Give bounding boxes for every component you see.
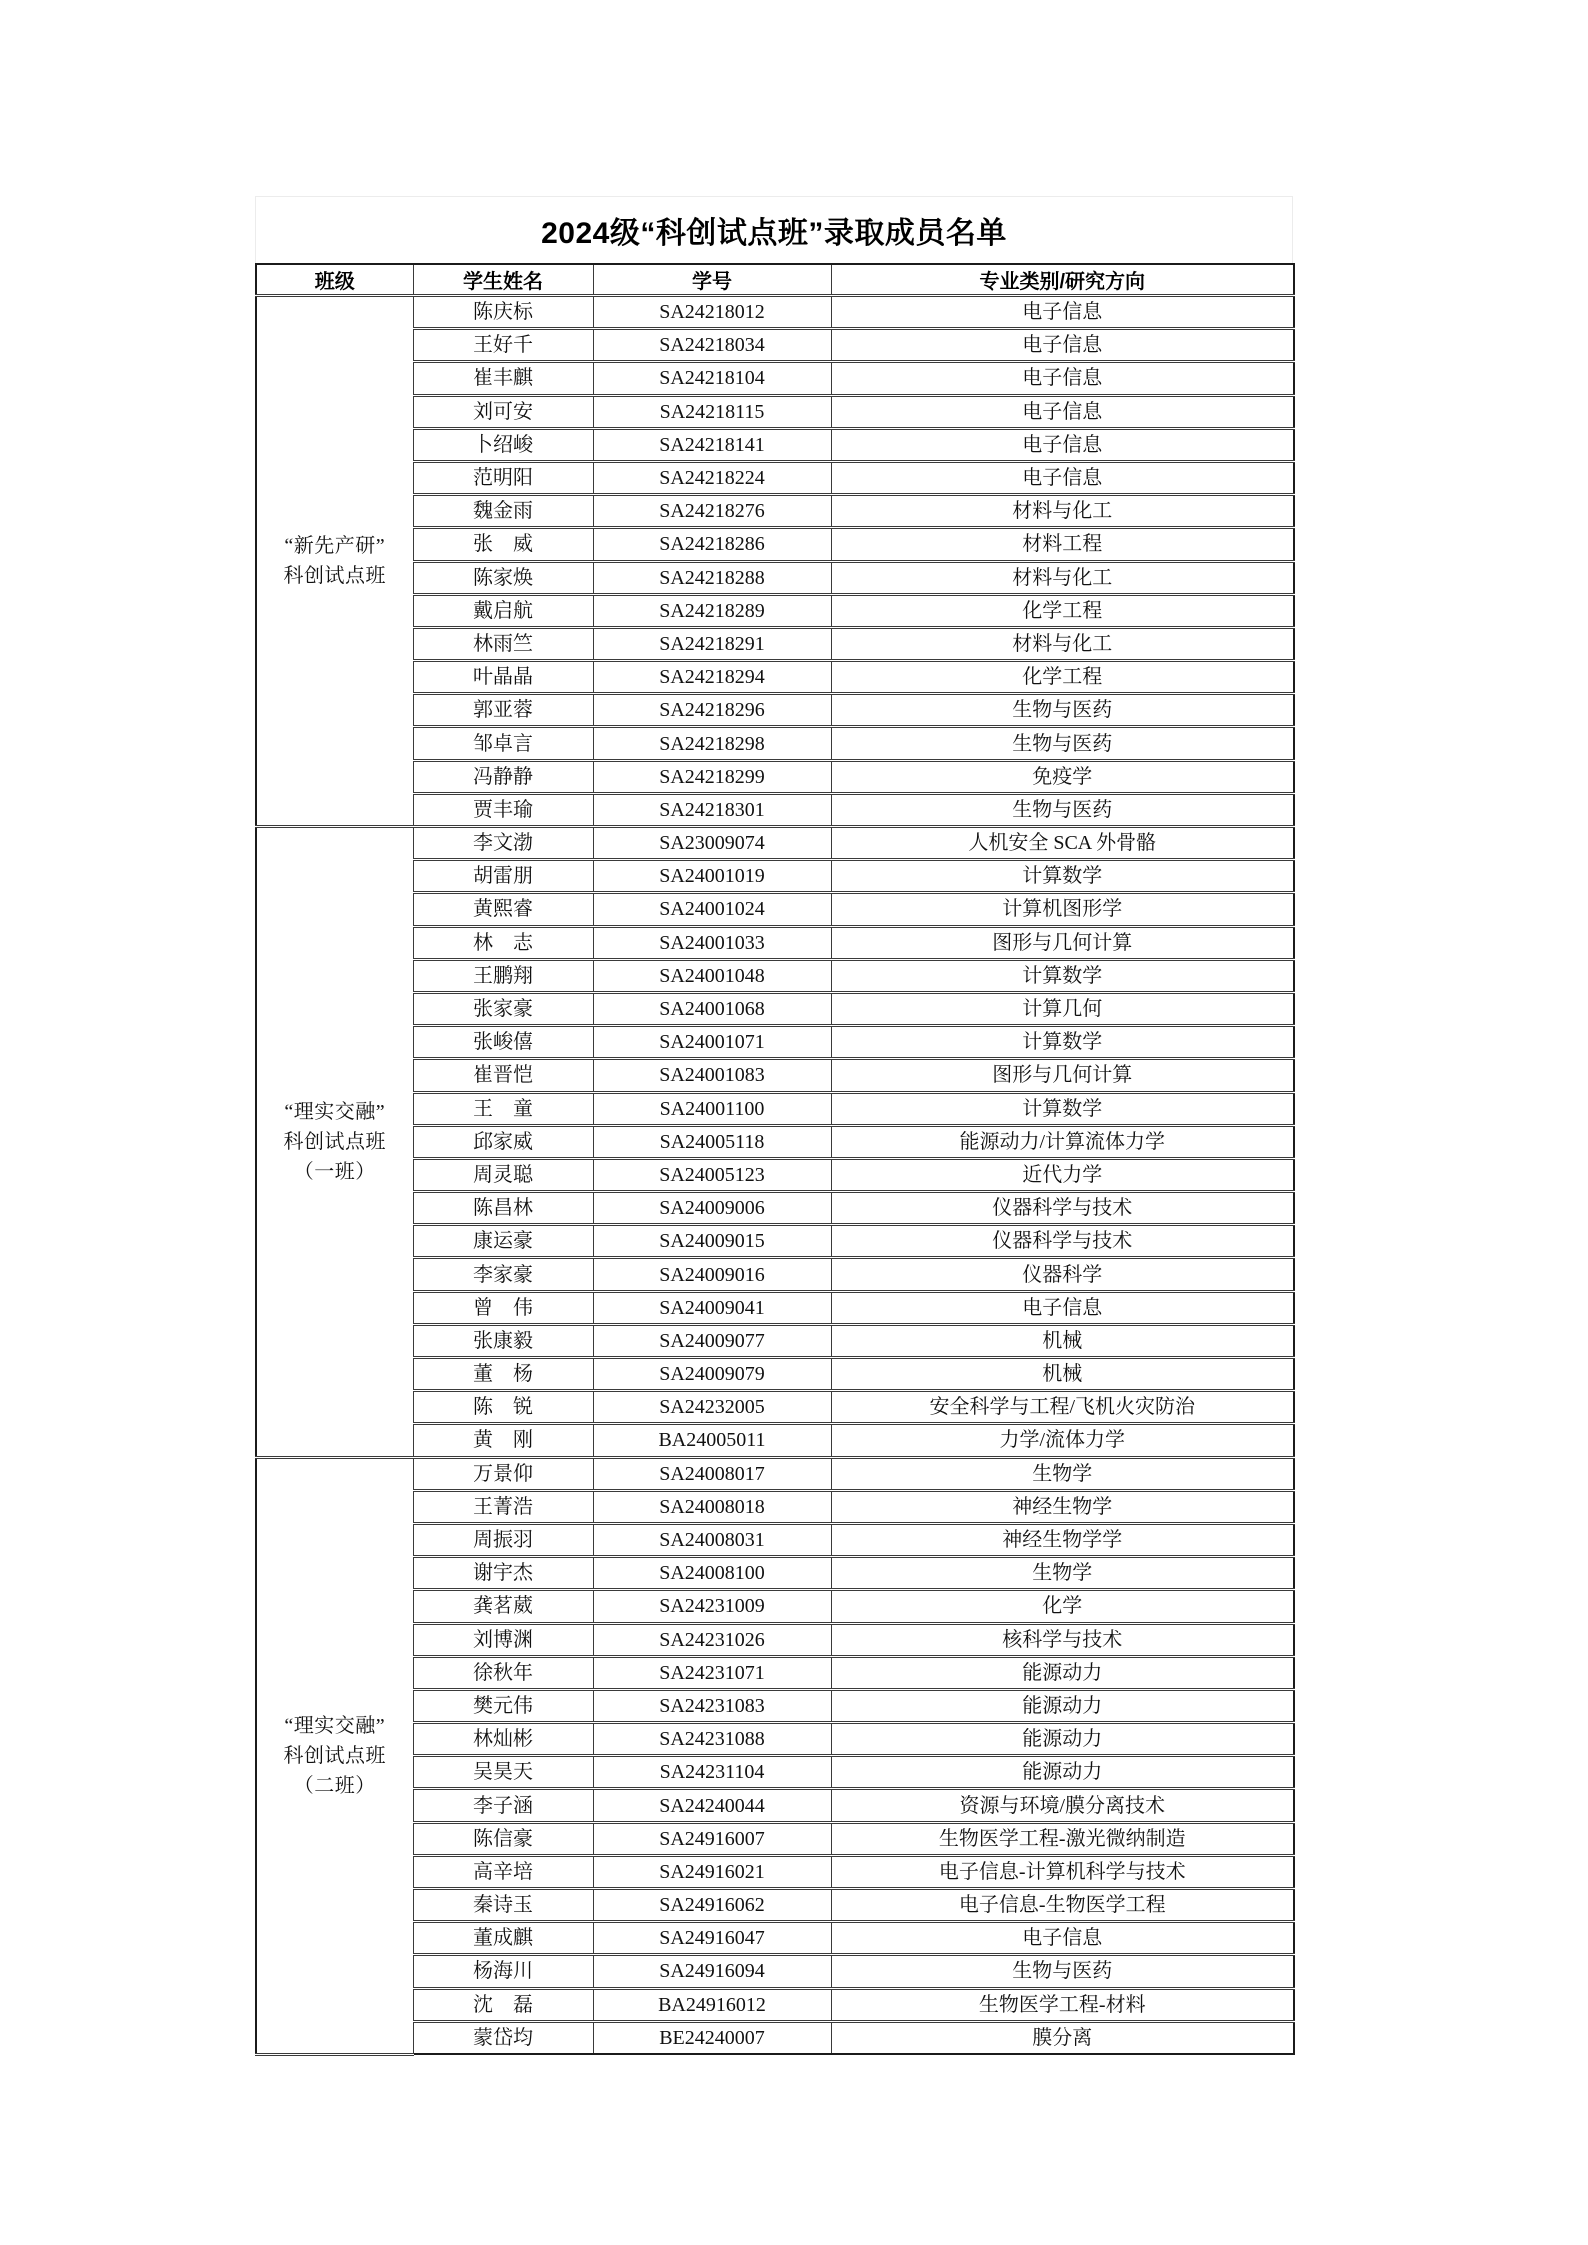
class-label-line: “理实交融” [284, 1100, 386, 1123]
student-major-cell: 机械 [831, 1324, 1294, 1357]
student-major-cell: 安全科学与工程/飞机火灾防治 [831, 1391, 1294, 1424]
student-major-cell: 机械 [831, 1358, 1294, 1391]
student-major-cell: 化学工程 [831, 594, 1294, 627]
student-id-cell: SA24218224 [593, 461, 831, 494]
header-row [256, 264, 1294, 296]
student-id-cell: SA24218301 [593, 793, 831, 826]
student-id-cell: SA24218298 [593, 727, 831, 760]
student-name-cell: 李家豪 [413, 1258, 593, 1291]
student-id-cell: SA24005118 [593, 1125, 831, 1158]
student-name-cell: 谢宇杰 [413, 1557, 593, 1590]
student-id-cell: BE24240007 [593, 2021, 831, 2054]
student-name-cell: 万景仰 [413, 1457, 593, 1490]
student-major-cell: 计算机图形学 [831, 893, 1294, 926]
admission-roster-table [255, 263, 1295, 2056]
student-name-cell: 黄熙睿 [413, 893, 593, 926]
student-name-cell: 林雨竺 [413, 627, 593, 660]
student-id-cell: SA24218288 [593, 561, 831, 594]
student-major-cell: 图形与几何计算 [831, 926, 1294, 959]
student-id-cell: SA24009077 [593, 1324, 831, 1357]
student-name-cell: 魏金雨 [413, 495, 593, 528]
student-name-cell: 冯静静 [413, 760, 593, 793]
class-label-cell [256, 827, 413, 1458]
student-major-cell: 生物与医药 [831, 727, 1294, 760]
student-name-cell: 樊元伟 [413, 1689, 593, 1722]
student-id-cell: SA24916021 [593, 1855, 831, 1888]
student-major-cell: 近代力学 [831, 1158, 1294, 1191]
class-label-line: “新先产研” [284, 535, 386, 557]
header-student-id: 学号 [593, 264, 831, 296]
student-id-cell: BA24005011 [593, 1424, 831, 1457]
student-major-cell: 图形与几何计算 [831, 1059, 1294, 1092]
student-name-cell: 董成麒 [413, 1922, 593, 1955]
student-name-cell: 张峻僖 [413, 1026, 593, 1059]
student-major-cell: 能源动力 [831, 1723, 1294, 1756]
student-major-cell: 生物学 [831, 1457, 1294, 1490]
student-major-cell: 材料与化工 [831, 627, 1294, 660]
student-major-cell: 生物与医药 [831, 694, 1294, 727]
student-major-cell: 神经生物学学 [831, 1523, 1294, 1556]
student-id-cell: SA24218296 [593, 694, 831, 727]
student-major-cell: 电子信息-生物医学工程 [831, 1889, 1294, 1922]
student-major-cell: 资源与环境/膜分离技术 [831, 1789, 1294, 1822]
student-name-cell: 叶晶晶 [413, 661, 593, 694]
student-name-cell: 曾 伟 [413, 1291, 593, 1324]
student-name-cell: 龚茗葳 [413, 1590, 593, 1623]
student-name-cell: 吴昊天 [413, 1756, 593, 1789]
student-major-cell: 仪器科学与技术 [831, 1192, 1294, 1225]
student-name-cell: 林 志 [413, 926, 593, 959]
student-id-cell: SA24001033 [593, 926, 831, 959]
student-major-cell: 电子信息 [831, 362, 1294, 395]
student-name-cell: 董 杨 [413, 1358, 593, 1391]
student-major-cell: 电子信息-计算机科学与技术 [831, 1855, 1294, 1888]
student-id-cell: SA24218276 [593, 495, 831, 528]
student-major-cell: 材料工程 [831, 528, 1294, 561]
student-id-cell: SA24231026 [593, 1623, 831, 1656]
student-id-cell: SA24218289 [593, 594, 831, 627]
student-id-cell: SA24001048 [593, 959, 831, 992]
student-name-cell: 王 童 [413, 1092, 593, 1125]
student-id-cell: SA24009015 [593, 1225, 831, 1258]
student-id-cell: SA24009006 [593, 1192, 831, 1225]
student-major-cell: 电子信息 [831, 1291, 1294, 1324]
student-id-cell: SA24916007 [593, 1822, 831, 1855]
student-name-cell: 贾丰瑜 [413, 793, 593, 826]
student-id-cell: SA24005123 [593, 1158, 831, 1191]
student-row [256, 827, 1294, 860]
student-name-cell: 王鹏翔 [413, 959, 593, 992]
student-name-cell: 陈家焕 [413, 561, 593, 594]
student-major-cell: 人机安全 SCA 外骨骼 [831, 827, 1294, 860]
student-major-cell: 计算数学 [831, 860, 1294, 893]
student-id-cell: SA24008100 [593, 1557, 831, 1590]
student-major-cell: 膜分离 [831, 2021, 1294, 2054]
student-name-cell: 徐秋年 [413, 1656, 593, 1689]
student-id-cell: SA24218141 [593, 428, 831, 461]
student-major-cell: 电子信息 [831, 296, 1294, 329]
student-major-cell: 生物医学工程-材料 [831, 1988, 1294, 2021]
student-major-cell: 电子信息 [831, 1922, 1294, 1955]
student-major-cell: 计算数学 [831, 959, 1294, 992]
student-name-cell: 张家豪 [413, 992, 593, 1025]
student-id-cell: SA24001019 [593, 860, 831, 893]
student-id-cell: SA24916094 [593, 1955, 831, 1988]
student-name-cell: 刘可安 [413, 395, 593, 428]
class-label-line: （二班） [293, 1774, 376, 1797]
class-label-cell [256, 296, 413, 827]
student-id-cell: BA24916012 [593, 1988, 831, 2021]
student-name-cell: 陈昌林 [413, 1192, 593, 1225]
student-name-cell: 王好千 [413, 329, 593, 362]
student-major-cell: 电子信息 [831, 395, 1294, 428]
student-name-cell: 陈信豪 [413, 1822, 593, 1855]
student-id-cell: SA24916062 [593, 1889, 831, 1922]
roster-document [255, 196, 1293, 2056]
student-id-cell: SA24218012 [593, 296, 831, 329]
student-id-cell: SA24218299 [593, 760, 831, 793]
student-name-cell: 秦诗玉 [413, 1889, 593, 1922]
student-name-cell: 高辛培 [413, 1855, 593, 1888]
student-major-cell: 生物与医药 [831, 793, 1294, 826]
student-name-cell: 陈 锐 [413, 1391, 593, 1424]
student-major-cell: 能源动力 [831, 1756, 1294, 1789]
table-body [256, 296, 1294, 2055]
student-id-cell: SA24001100 [593, 1092, 831, 1125]
student-major-cell: 力学/流体力学 [831, 1424, 1294, 1457]
student-major-cell: 生物学 [831, 1557, 1294, 1590]
student-major-cell: 电子信息 [831, 329, 1294, 362]
student-row [256, 296, 1294, 329]
student-id-cell: SA24916047 [593, 1922, 831, 1955]
student-major-cell: 计算几何 [831, 992, 1294, 1025]
student-major-cell: 神经生物学 [831, 1490, 1294, 1523]
student-name-cell: 范明阳 [413, 461, 593, 494]
class-label-cell [256, 1457, 413, 2054]
student-name-cell: 林灿彬 [413, 1723, 593, 1756]
class-label-line: “理实交融” [284, 1714, 386, 1737]
student-id-cell: SA23009074 [593, 827, 831, 860]
student-major-cell: 核科学与技术 [831, 1623, 1294, 1656]
student-major-cell: 电子信息 [831, 461, 1294, 494]
student-name-cell: 李子涵 [413, 1789, 593, 1822]
student-name-cell: 戴启航 [413, 594, 593, 627]
student-id-cell: SA24218291 [593, 627, 831, 660]
student-id-cell: SA24218104 [593, 362, 831, 395]
student-id-cell: SA24001083 [593, 1059, 831, 1092]
student-id-cell: SA24001024 [593, 893, 831, 926]
student-id-cell: SA24240044 [593, 1789, 831, 1822]
class-label-line: 科创试点班 [283, 565, 386, 587]
student-id-cell: SA24001071 [593, 1026, 831, 1059]
student-name-cell: 李文渤 [413, 827, 593, 860]
student-id-cell: SA24231009 [593, 1590, 831, 1623]
student-id-cell: SA24218294 [593, 661, 831, 694]
student-major-cell: 电子信息 [831, 428, 1294, 461]
student-major-cell: 仪器科学与技术 [831, 1225, 1294, 1258]
header-class: 班级 [256, 264, 413, 296]
student-id-cell: SA24218034 [593, 329, 831, 362]
student-name-cell: 康运豪 [413, 1225, 593, 1258]
student-name-cell: 刘博渊 [413, 1623, 593, 1656]
student-id-cell: SA24218115 [593, 395, 831, 428]
student-major-cell: 生物医学工程-激光微纳制造 [831, 1822, 1294, 1855]
student-major-cell: 化学工程 [831, 661, 1294, 694]
student-name-cell: 周灵聪 [413, 1158, 593, 1191]
student-major-cell: 能源动力 [831, 1689, 1294, 1722]
student-name-cell: 王菁浩 [413, 1490, 593, 1523]
student-id-cell: SA24009016 [593, 1258, 831, 1291]
student-name-cell: 沈 磊 [413, 1988, 593, 2021]
student-major-cell: 材料与化工 [831, 495, 1294, 528]
header-student-name: 学生姓名 [413, 264, 593, 296]
page-title: 2024级“科创试点班”录取成员名单 [541, 217, 1007, 250]
student-name-cell: 邱家威 [413, 1125, 593, 1158]
student-name-cell: 蒙岱均 [413, 2021, 593, 2054]
student-major-cell: 免疫学 [831, 760, 1294, 793]
student-id-cell: SA24231071 [593, 1656, 831, 1689]
class-label-line: 科创试点班 [283, 1744, 386, 1767]
student-id-cell: SA24001068 [593, 992, 831, 1025]
class-label-line: （一班） [293, 1160, 376, 1183]
student-id-cell: SA24218286 [593, 528, 831, 561]
student-name-cell: 张康毅 [413, 1324, 593, 1357]
student-major-cell: 能源动力 [831, 1656, 1294, 1689]
student-major-cell: 计算数学 [831, 1092, 1294, 1125]
student-major-cell: 化学 [831, 1590, 1294, 1623]
student-id-cell: SA24008031 [593, 1523, 831, 1556]
class-label-line: 科创试点班 [283, 1130, 386, 1153]
student-name-cell: 邹卓言 [413, 727, 593, 760]
student-name-cell: 杨海川 [413, 1955, 593, 1988]
student-name-cell: 胡雷朋 [413, 860, 593, 893]
student-name-cell: 周振羽 [413, 1523, 593, 1556]
student-id-cell: SA24008018 [593, 1490, 831, 1523]
student-name-cell: 崔丰麒 [413, 362, 593, 395]
student-row [256, 1457, 1294, 1490]
student-id-cell: SA24009041 [593, 1291, 831, 1324]
student-id-cell: SA24009079 [593, 1358, 831, 1391]
student-id-cell: SA24232005 [593, 1391, 831, 1424]
title-box [255, 196, 1293, 263]
header-major: 专业类别/研究方向 [831, 264, 1294, 296]
student-major-cell: 生物与医药 [831, 1955, 1294, 1988]
student-id-cell: SA24008017 [593, 1457, 831, 1490]
student-major-cell: 仪器科学 [831, 1258, 1294, 1291]
student-name-cell: 黄 刚 [413, 1424, 593, 1457]
student-name-cell: 卜绍峻 [413, 428, 593, 461]
student-name-cell: 陈庆标 [413, 296, 593, 329]
student-name-cell: 张 威 [413, 528, 593, 561]
student-name-cell: 郭亚蓉 [413, 694, 593, 727]
student-major-cell: 能源动力/计算流体力学 [831, 1125, 1294, 1158]
student-major-cell: 材料与化工 [831, 561, 1294, 594]
table-header [256, 264, 1294, 296]
student-id-cell: SA24231088 [593, 1723, 831, 1756]
student-id-cell: SA24231104 [593, 1756, 831, 1789]
student-name-cell: 崔晋恺 [413, 1059, 593, 1092]
student-id-cell: SA24231083 [593, 1689, 831, 1722]
student-major-cell: 计算数学 [831, 1026, 1294, 1059]
